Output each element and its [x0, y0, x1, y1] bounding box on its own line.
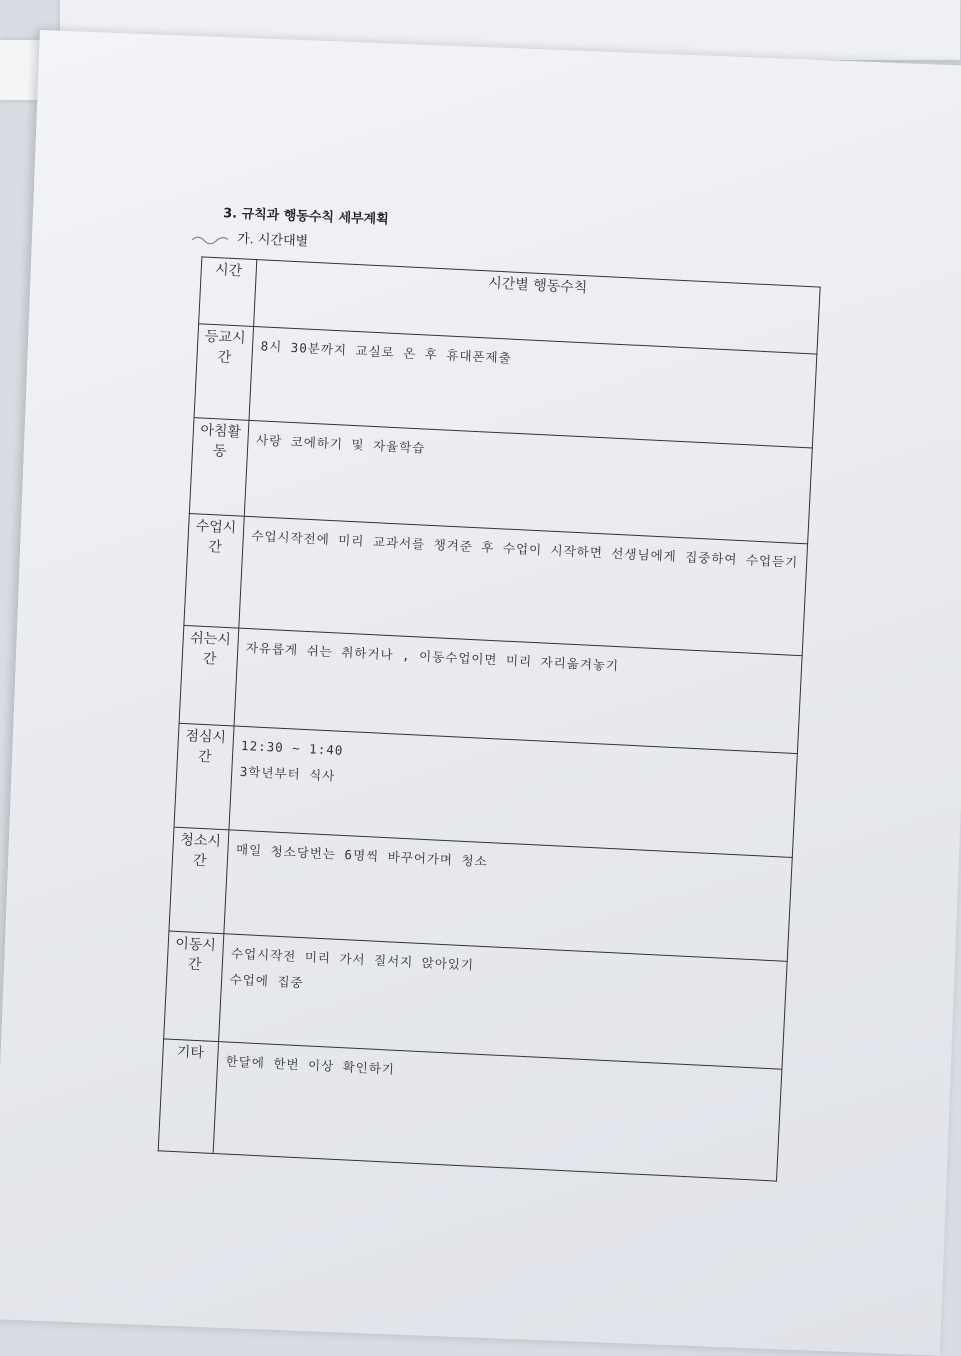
entry-line: 수업에 집중: [229, 971, 304, 991]
header-time: 시간: [199, 257, 257, 327]
row-label: 수업시간: [184, 514, 244, 629]
row-label: 쉬는시간: [179, 625, 238, 726]
row-label: 이동시간: [164, 931, 224, 1042]
pen-mark-icon: [190, 232, 230, 246]
document-page: [0, 30, 961, 1356]
entry-line: 수업시작전 미리 가서 질서지 앉아있기: [230, 945, 475, 973]
subsection-title: 가. 시간대별: [236, 231, 309, 250]
row-label: 등교시간: [194, 324, 253, 421]
row-label: 아침활동: [189, 418, 248, 517]
row-label: 점심시간: [174, 723, 234, 830]
entry-line: 사랑 코에하기 및 자율학습: [255, 432, 426, 456]
entry-line: 매일 청소당번는 6명씩 바꾸어가며 청소: [235, 841, 488, 870]
entry-line: 수업시작전에 미리 교과서를 챙겨준 후 수업이 시작하면 선생님에게 집중하여 수업듣기: [251, 528, 799, 570]
header-rules: 시간별 행동수칙: [253, 260, 820, 354]
schedule-table: [158, 256, 821, 1181]
section-title: 3. 규칙과 행동수칙 세부계획: [222, 206, 389, 228]
entry-line: 자유롭게 쉬는 취하거나 , 이동수업이면 미리 자리옮겨놓기: [245, 640, 620, 674]
entry-line: 8시 30분까지 교실로 온 후 휴대폰제출: [260, 338, 513, 366]
row-label: 기타: [158, 1039, 218, 1154]
entry-line: 3학년부터 식사: [239, 763, 336, 784]
row-label: 청소시간: [169, 827, 229, 934]
entry-line: 12:30 ~ 1:40: [240, 737, 344, 758]
entry-line: 한달에 한번 이상 확인하기: [225, 1053, 396, 1077]
